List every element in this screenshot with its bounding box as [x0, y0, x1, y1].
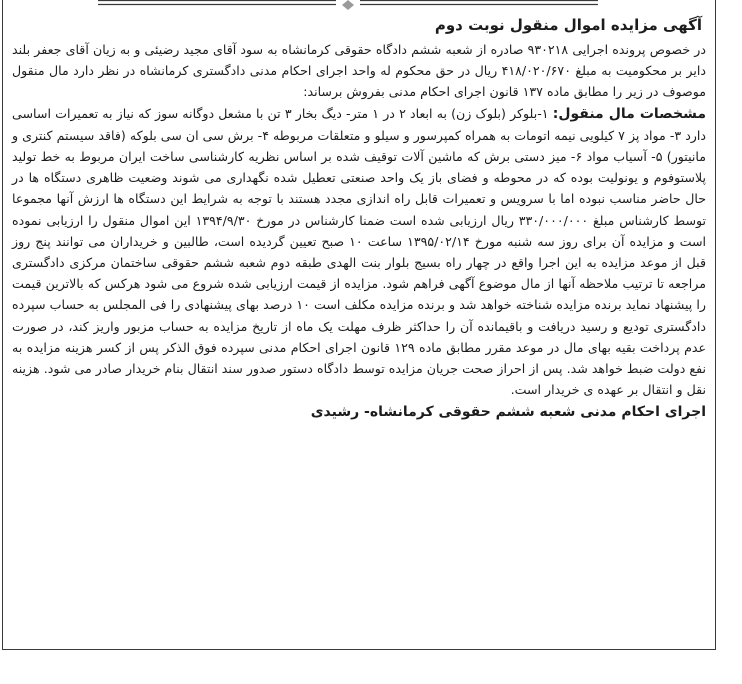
- auction-notice: [12, 14, 706, 423]
- diamond-icon: [342, 0, 354, 10]
- notice-specs-paragraph: [12, 103, 706, 401]
- header-divider: [98, 0, 598, 12]
- specs-text: ۱-بلوکر (بلوک زن) به ابعاد ۲ در ۱ متر- دیگ بخار ۳ تن با مشعل دوگانه سوز که نیاز به تعمیرات اساسی دارد ۳- مواد پز ۷ کیلویی نیمه اتومات به همراه کمپرسور و سیلو و متعلقات مربوطه ۴- برش سی ان سی بلوکه (فاقد سیستم کنتری و مانیتور) ۵- آسیاب مواد ۶- میز دستی برش که ماشین آلات توقیف شده بر اساس نظریه کارشناسی ساخت ایران مربوط به خط تولید پلاستوفوم و یونولیت بوده که در محوطه و فضای باز یک واحد صنعتی تعطیل شده نگهداری می شوند وضعیت ظاهری دستگاه ها در حال حاضر مناسب نبوده اما با سرویس و تعمیرات قابل راه اندازی مجدد هستند با توجه به شرایط این دستگاه ها ارزش آنها مجموعا توسط کارشناس مبلغ ۳۳۰/۰۰۰/۰۰۰ ریال ارزیابی شده است ضمنا کارشناس در مورخ ۱۳۹۴/۹/۳۰ این اموال منقول را ارزیابی نموده است و مزایده آن برای روز سه شنبه مورخ ۱۳۹۵/۰۲/۱۴ ساعت ۱۰ صبح تعیین گردیده است، طالبین و خریداران می توانند پنج روز قبل از موعد مزایده به این اجرا واقع در چهار راه بسیج بلوار بنت الهدی طبقه دوم شعبه ششم حقوقی ساختمان مرکزی دادگستری مراجعه تا ترتیب ملاحظه آنها از مال موضوع آگهی فراهم شود. مزایده از قیمت ارزیابی شده شروع می شود هرکس که بالاترین قیمت را پیشنهاد نماید برنده مزایده شناخته خواهد شد و برنده مزایده مکلف است ۱۰ درصد بهای پیشنهادی را فی المجلس به حساب سپرده دادگستری تودیع و رسید دریافت و باقیمانده آن را حداکثر ظرف مهلت یک ماه از تاریخ مزایده به حساب مزبور واریز کند، در صورت عدم پرداخت بقیه بهای مال در موعد مقرر مطابق ماده ۱۲۹ قانون اجرای احکام مدنی سپرده فوق الذکر پس از کسر هزینه مزایده به نفع دولت ضبط خواهد شد. پس از احراز صحت جریان مزایده توسط دادگاه دستور صدور سند انتقال بنام خریدار صادر می شود. هزینه نقل و انتقال بر عهده ی خریدار است.: [12, 105, 707, 398]
- specs-label: مشخصات مال منقول:: [552, 105, 706, 122]
- page-bottom-margin: [0, 652, 742, 684]
- notice-signature: اجرای احکام مدنی شعبه ششم حقوقی کرمانشاه- رشیدی: [310, 404, 706, 421]
- notice-title: آگهی مزایده اموال منقول نوبت دوم: [434, 16, 702, 34]
- notice-intro-paragraph: در خصوص پرونده اجرایی ۹۳۰۲۱۸ صادره از شعبه ششم دادگاه حقوقی کرمانشاه به سود آقای مجید رضیئی و به زیان آقای جعفر بلند دایر بر محکومیت به مبلغ ۴۱۸/۰۲۰/۶۷۰ ریال در حق محکوم له واحد اجرای احکام مدنی دادگستری کرمانشاه در نظر دارد مال منقول موصوف در زیر را مطابق ماده ۱۳۷ قانون اجرای احکام مدنی بفروش برساند:: [12, 42, 706, 100]
